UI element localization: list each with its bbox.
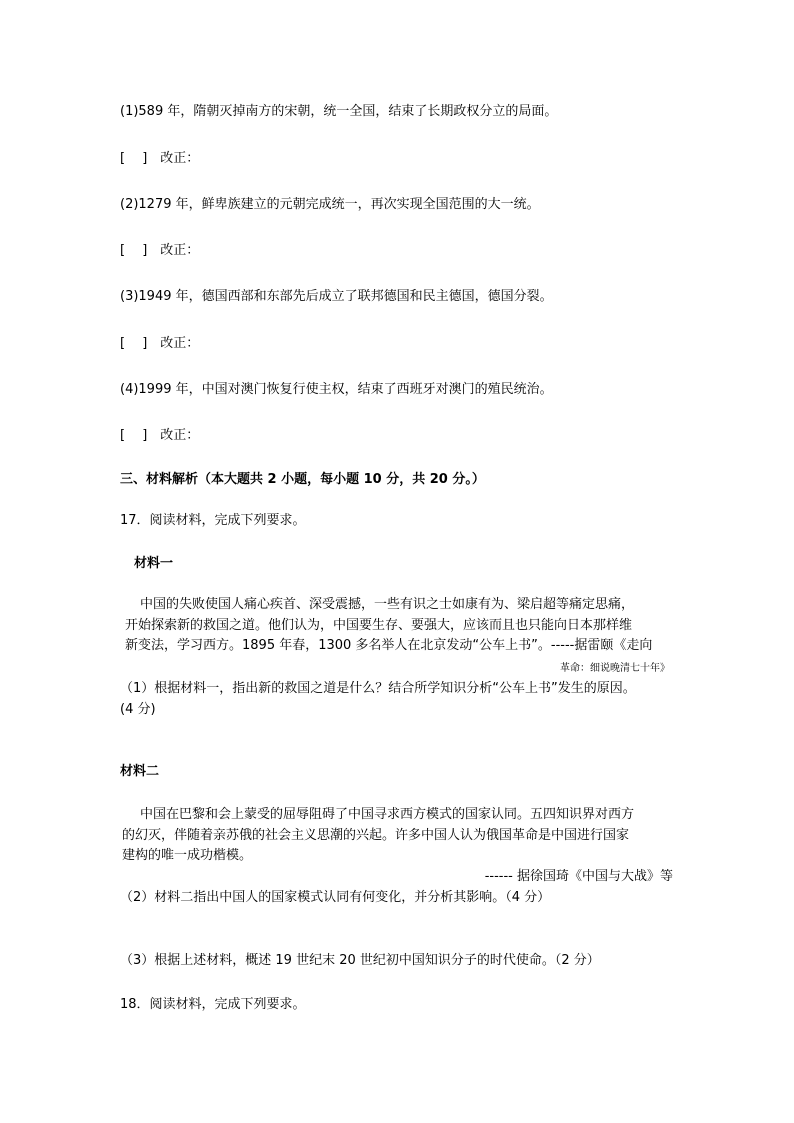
material-2-label: 材料二 [120, 764, 160, 779]
item-2-statement: (2)1279 年，鲜卑族建立的元朝完成统一，再次实现全国范围的大一统。 [120, 197, 540, 212]
item-3-answer-line: [ ] 改正： [120, 336, 200, 351]
q17-part2: （2）材料二指出中国人的国家模式认同有何变化，并分析其影响。（4 分） [120, 890, 551, 905]
material-1-line-3: 新变法，学习西方。1895 年春，1300 多名举人在北京发动“公车上书”。-----据雷颐《走向 [125, 638, 653, 653]
material-1-line-2: 开始探索新的救国之道。他们认为，中国要生存、要强大，应该而且也只能向日本那样维 [125, 618, 633, 633]
item-4-answer-line: [ ] 改正： [120, 428, 200, 443]
item-1-statement: (1)589 年，隋朝灭掉南方的宋朝，统一全国，结束了长期政权分立的局面。 [120, 104, 558, 119]
material-2-line-3: 建构的唯一成功楷模。 [122, 848, 253, 863]
material-2-line-1: 中国在巴黎和会上蒙受的屈辱阻碍了中国寻求西方模式的国家认同。五四知识界对西方 [140, 807, 635, 822]
item-4-statement: (4)1999 年，中国对澳门恢复行使主权，结束了西班牙对澳门的殖民统治。 [120, 382, 553, 397]
q17-intro: 17．阅读材料，完成下列要求。 [120, 513, 306, 528]
q17-part3: （3）根据上述材料，概述 19 世纪末 20 世纪初中国知识分子的时代使命。（2 分） [120, 953, 600, 968]
q18-intro: 18．阅读材料，完成下列要求。 [120, 997, 306, 1012]
material-1-source-tail: 革命：细说晚清七十年》 [560, 663, 670, 674]
material-2-source: ------ 据徐国琦《中国与大战》等 [484, 869, 673, 884]
material-1-line-1: 中国的失败使国人痛心疾首、深受震撼，一些有识之士如康有为、梁启超等痛定思痛， [140, 597, 635, 612]
q17-part1-line-1: （1）根据材料一，指出新的救国之道是什么？结合所学知识分析“公车上书”发生的原因。 [120, 681, 636, 696]
material-2-line-2: 的幻灭，伴随着亲苏俄的社会主义思潮的兴起。许多中国人认为俄国革命是中国进行国家 [122, 828, 630, 843]
material-1-label: 材料一 [134, 556, 174, 571]
item-3-statement: (3)1949 年，德国西部和东部先后成立了联邦德国和民主德国，德国分裂。 [120, 289, 553, 304]
q17-part1-line-2: (4 分) [120, 702, 156, 717]
section-3-heading: 三、材料解析（本大题共 2 小题，每小题 10 分，共 20 分。） [120, 472, 485, 487]
item-1-answer-line: [ ] 改正： [120, 151, 200, 166]
item-2-answer-line: [ ] 改正： [120, 243, 200, 258]
